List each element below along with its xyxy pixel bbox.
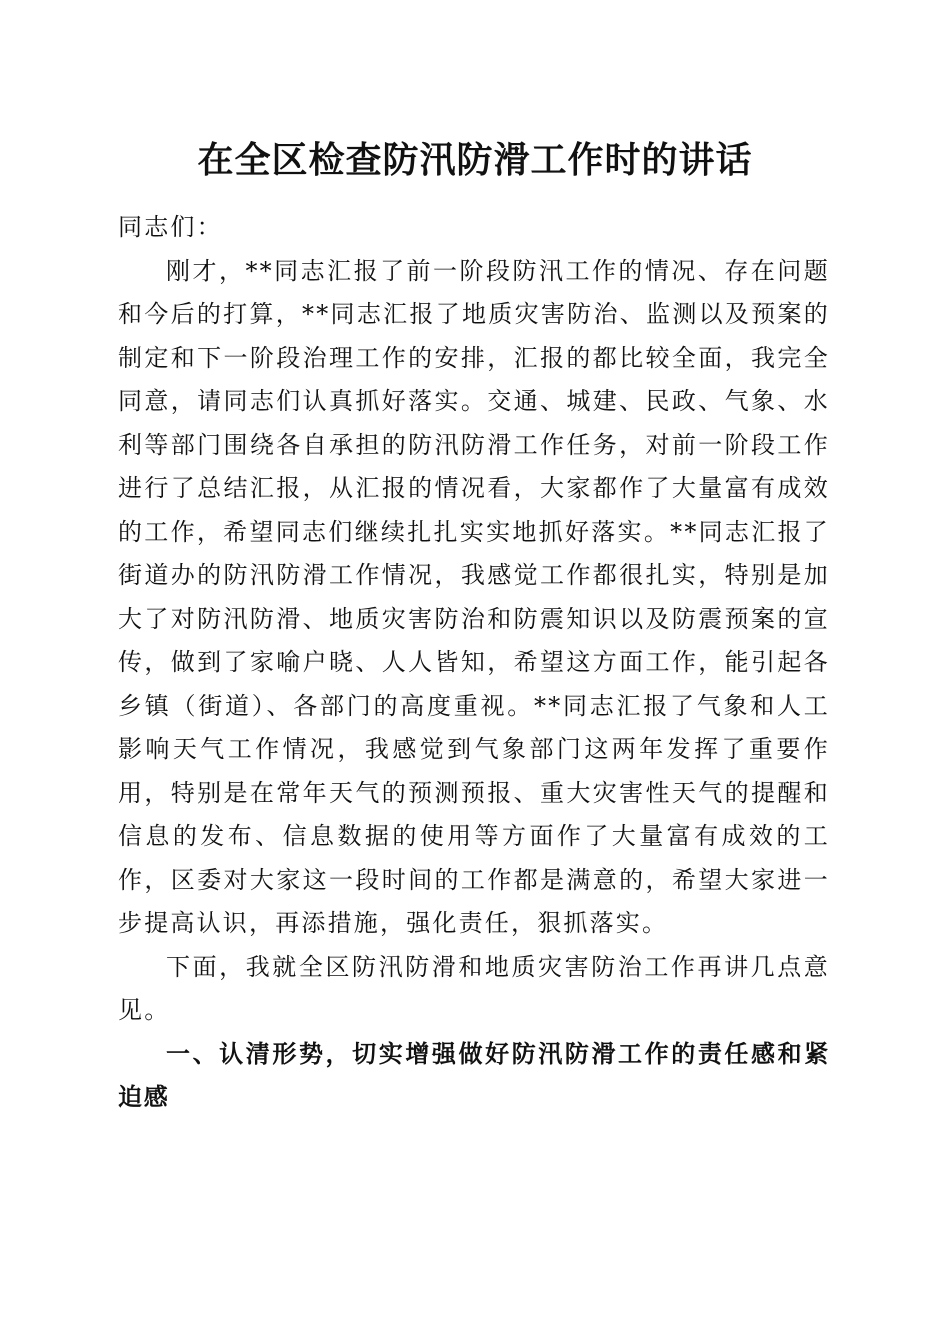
section-heading: 一、认清形势，切实增强做好防汛防滑工作的责任感和紧迫感 (118, 1039, 830, 1111)
document-title: 在全区检查防汛防滑工作时的讲话 (197, 139, 753, 181)
document-body (118, 206, 830, 1120)
paragraph: 刚才，**同志汇报了前一阶段防汛工作的情况、存在问题和今后的打算，**同志汇报了地质灾害防治、监测以及预案的制定和下一阶段治理工作的安排，汇报的都比较全面，我完全同意，请同志们认真抓好落实。交通、城建、民政、气象、水利等部门围绕各自承担的防汛防滑工作任务，对前一阶段工作进行了总结汇报，从汇报的情况看，大家都作了大量富有成效的工作，希望同志们继续扎扎实实地抓好落实。**同志汇报了街道办的防汛防滑工作情况，我感觉工作都很扎实，特别是加大了对防汛防滑、地质灾害防治和防震知识以及防震预案的宣传，做到了家喻户晓、人人皆知，希望这方面工作，能引起各乡镇（街道）、各部门的高度重视。**同志汇报了气象和人工影响天气工作情况，我感觉到气象部门这两年发挥了重要作用，特别是在常年天气的预测预报、重大灾害性天气的提醒和信息的发布、信息数据的使用等方面作了大量富有成效的工作，区委对大家这一段时间的工作都是满意的，希望大家进一步提高认识，再添措施，强化责任，狠抓落实。 (118, 256, 830, 937)
salutation: 同志们： (118, 213, 223, 241)
paragraph: 下面，我就全区防汛防滑和地质灾害防治工作再讲几点意见。 (118, 952, 830, 1024)
